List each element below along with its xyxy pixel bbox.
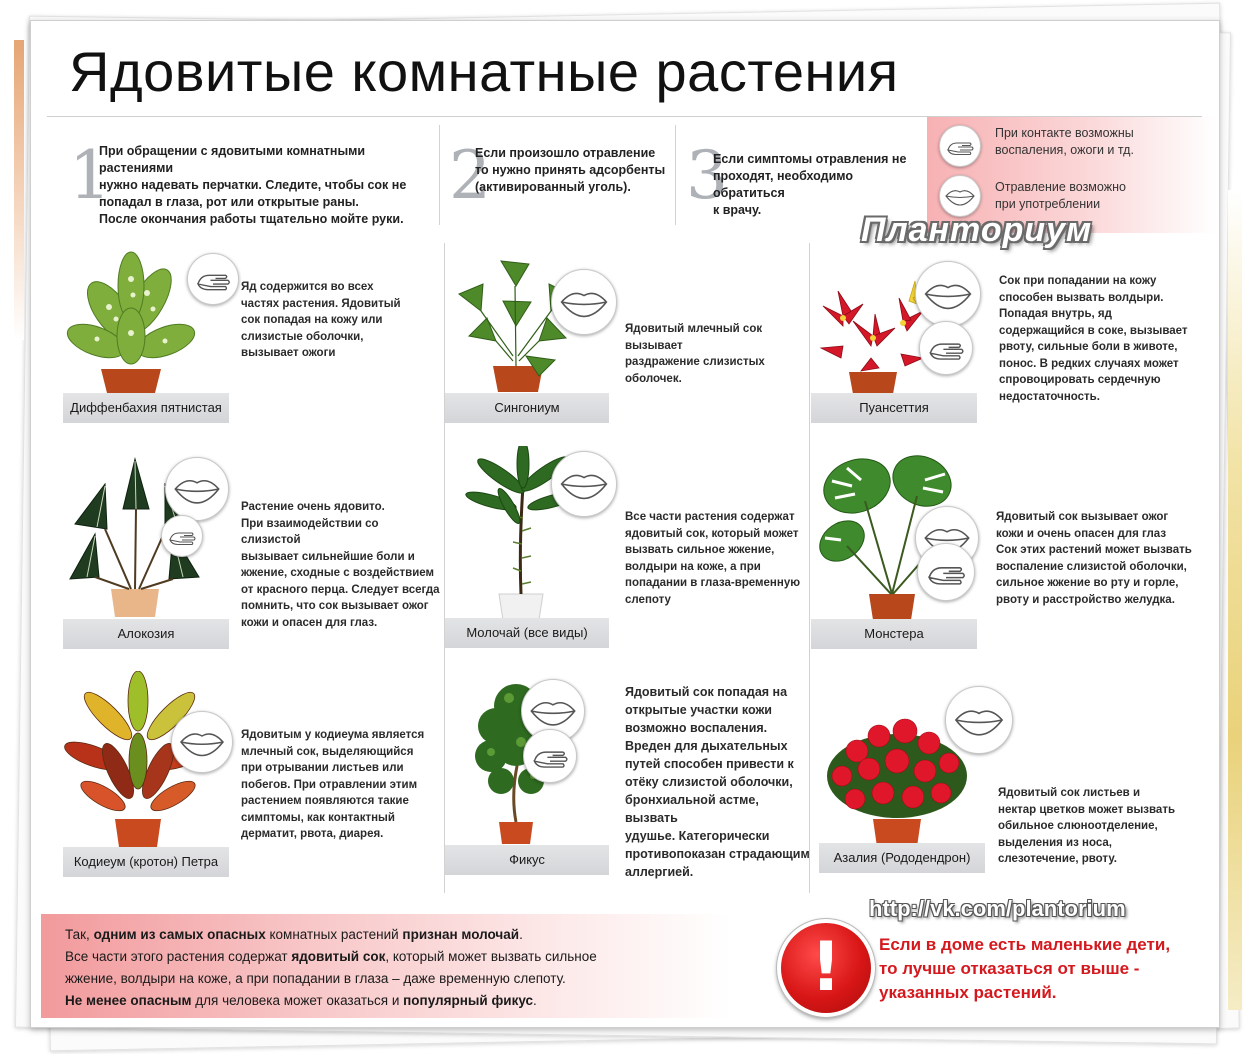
lips-icon — [165, 457, 229, 521]
plant-name-codiaeum: Кодиеум (кротон) Петра — [63, 847, 229, 877]
plant-name-monstera: Монстера — [811, 619, 977, 649]
plant-name-syngonium: Сингониум — [445, 393, 609, 423]
hand-icon — [917, 543, 975, 601]
plant-desc-ficus: Ядовитый сок попадая на открытые участки кожи возможно воспаления. Вреден для дыхательных путей способен привести к отёку слизистой оболочки, бронхиальной астме, вызвать удушье. Категорически противопоказан страдающим аллергией. — [625, 685, 810, 879]
hand-icon — [161, 515, 203, 557]
step-1-number: 1 — [69, 137, 111, 214]
plant-name-dieffenbachia: Диффенбахия пятнистая — [63, 393, 229, 423]
watermark-logo: Планториум — [861, 211, 1093, 249]
poster-sheet — [30, 20, 1220, 1028]
plant-name-euphorbia: Молочай (все виды) — [445, 618, 609, 648]
lips-icon — [945, 686, 1013, 754]
plant-desc-dieffenbachia: Яд содержится во всех частях растения. Ядовитый сок попадая на кожу или слизистые оболочки, вызывает ожоги — [241, 281, 401, 359]
plant-image-dieffenbachia — [61, 241, 201, 396]
decorative-strip-right — [1228, 190, 1242, 1010]
step-2-number: 2 — [449, 137, 491, 214]
legend-ingest-text: Отравление возможно при употреблении — [995, 180, 1126, 211]
step-3-number: 3 — [686, 137, 728, 214]
legend-contact-text: При контакте возможны воспаления, ожоги и тд. — [995, 126, 1134, 157]
step-1-text: При обращении с ядовитыми комнатными растениями нужно надевать перчатки. Следите, чтобы сок не попадал в глаза, рот или открытые раны. После окончания работы тщательно мойте руки. — [99, 144, 407, 226]
step-2-text: Если произошло отравление то нужно принять адсорбенты (активированный уголь). — [475, 146, 666, 194]
source-url: http://vk.com/plantorium — [869, 896, 1126, 921]
plant-name-ficus: Фикус — [445, 845, 609, 875]
plant-desc-monstera: Ядовитый сок вызывает ожог кожи и очень опасен для глаз Сок этих растений может вызвать воспаление слизистой оболочки, сильное жжение во рту и горле, рвоту и расстройство желудка. — [996, 511, 1192, 606]
plant-desc-codiaeum: Ядовитым у кодиеума является млечный сок, выделяющийся при отрывании листьев или побегов. При отравлении этим растением появляются такие симптомы, как контактный дерматит, рвота, диарея. — [241, 729, 425, 840]
step-divider — [675, 125, 676, 225]
lips-icon — [551, 451, 617, 517]
plant-name-alocasia: Алокозия — [63, 619, 229, 649]
plant-desc-syngonium: Ядовитый млечный сок вызывает раздражение слизистых оболочек. — [625, 323, 765, 385]
hand-icon — [919, 321, 973, 375]
column-divider — [444, 243, 445, 893]
lips-icon — [171, 711, 233, 773]
page-title: Ядовитые комнатные растения — [69, 40, 899, 103]
step-divider — [439, 125, 440, 225]
lips-icon — [915, 261, 981, 327]
warning-text: Если в доме есть маленькие дети, то лучше отказаться от выше - указанных растений. — [879, 935, 1171, 1002]
plant-desc-euphorbia: Все части растения содержат ядовитый сок, который может вызвать сильное жжение, волдыри на коже, а при попадании в глаза-временную слепоту — [625, 511, 801, 606]
hand-icon — [939, 125, 981, 167]
exclamation-icon: ! — [777, 919, 875, 1017]
plant-desc-azalea: Ядовитый сок листьев и нектар цветков может вызвать обильное слюноотделение, выделения из носа, слезотечение, рвоту. — [998, 787, 1176, 865]
hand-icon — [523, 729, 577, 783]
plant-desc-poinsettia: Сок при попадании на кожу способен вызвать волдыри. Попадая внутрь, яд содержащийся в соке, вызывает рвоту, сильные боли в животе, понос. В редких случаях может спровоцировать сердечную недостаточность. — [999, 275, 1188, 403]
plant-desc-alocasia: Растение очень ядовито. При взаимодействии со слизистой вызывает сильнейшие боли и жжение, сходные с воздействием от красного перца. Следует всегда помнить, что сок вызывает ожог кожи и опасен для глаз. — [241, 501, 440, 629]
bottom-info-box — [41, 914, 731, 1018]
bottom-info-text: Так, одним из самых опасных комнатных растений признан молочай. Все части этого растения содержат ядовитый сок, который может вызвать сильное жжение, волдыри на коже, а при попадании в глаза – даже временную слепоту. Не менее опасным для человека может оказаться и популярный фикус. — [65, 927, 597, 1008]
hand-icon — [187, 253, 239, 305]
plant-name-azalea: Азалия (Рододендрон) — [819, 843, 985, 873]
step-3-text: Если симптомы отравления не проходят, необходимо обратиться к врачу. — [713, 152, 907, 217]
lips-icon — [551, 269, 617, 335]
plant-name-poinsettia: Пуансеттия — [811, 393, 977, 423]
decorative-strip-left — [14, 40, 24, 340]
